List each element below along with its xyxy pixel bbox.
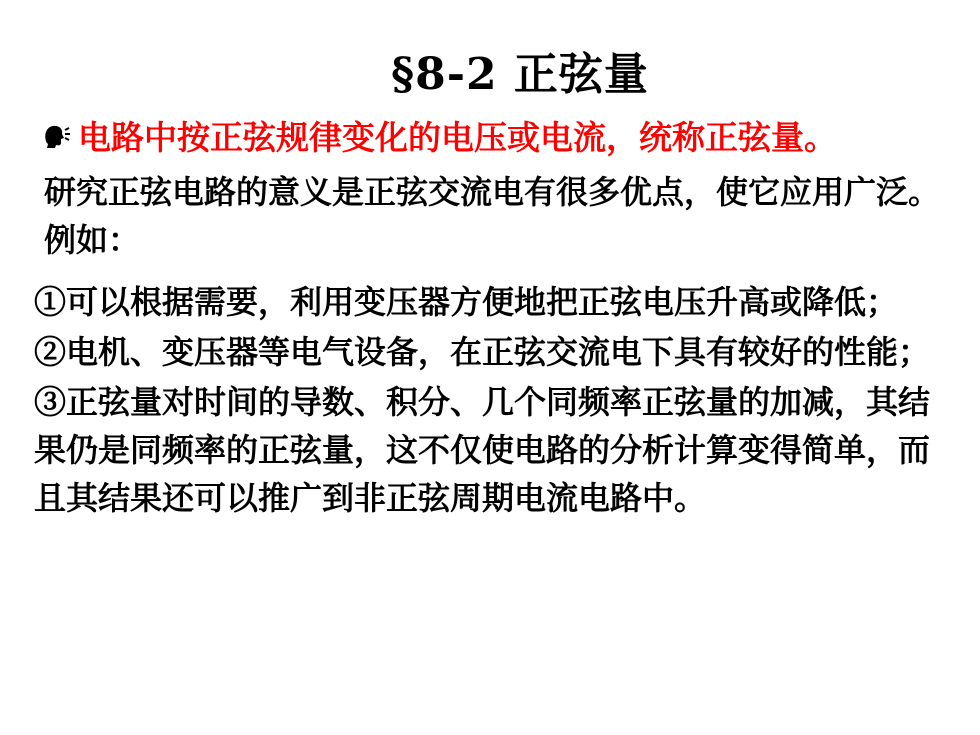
speaking-head-icon [42, 121, 72, 151]
definition-text: 电路中按正弦规律变化的电压或电流，统称正弦量。 [78, 118, 837, 157]
definition-line [42, 112, 972, 159]
list-item: ②电机、变压器等电气设备，在正弦交流电下具有较好的性能； [34, 333, 931, 371]
slide-title: §8-2 正弦量 [391, 49, 649, 100]
list-item: ③正弦量对时间的导数、积分、几个同频率正弦量的加减，其结果仍是同频率的正弦量，这不仅使电路的分析计算变得简单，而且其结果还可以推广到非正弦周期电流电路中。 [34, 383, 931, 517]
advantages-list [34, 278, 934, 524]
list-item: ①可以根据需要，利用变压器方便地把正弦电压升高或降低； [34, 283, 899, 321]
intro-paragraph: 研究正弦电路的意义是正弦交流电有很多优点，使它应用广泛。例如： [44, 173, 941, 259]
